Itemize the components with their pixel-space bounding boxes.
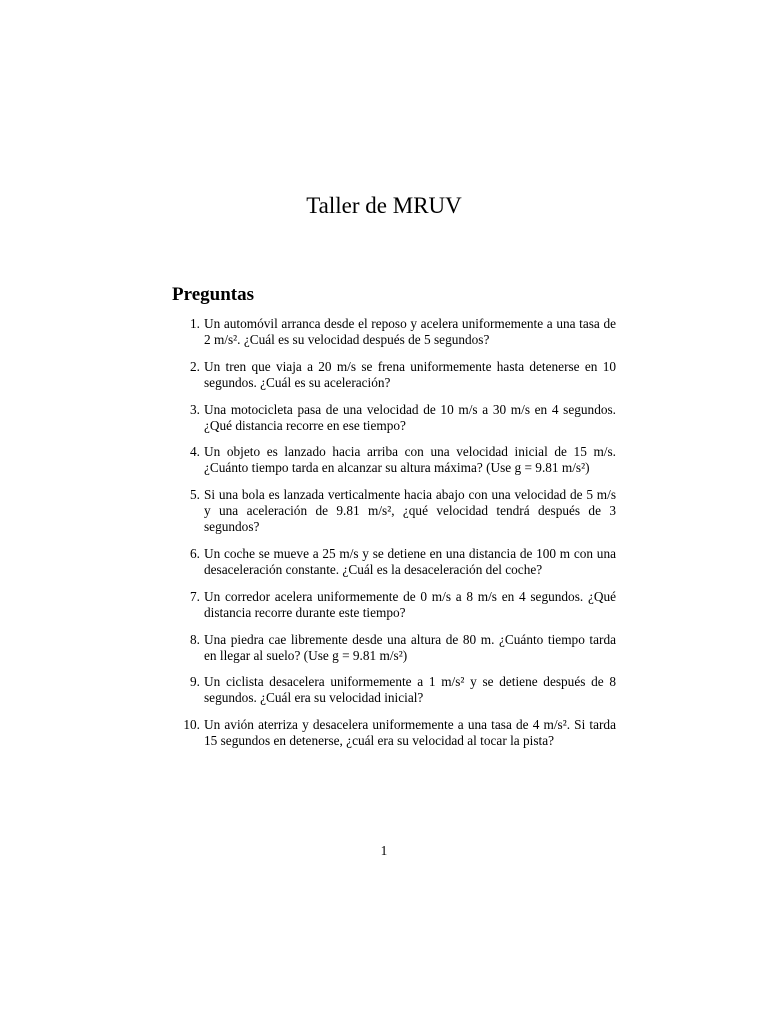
question-text: Un corredor acelera uniformemente de 0 m/s a 8 m/s en 4 segundos. ¿Qué distancia recorre durante este tiempo? xyxy=(204,588,616,620)
question-text: Una piedra cae libremente desde una altura de 80 m. ¿Cuánto tiempo tarda en llegar al suelo? (Use g = 9.81 m/s²) xyxy=(204,631,616,663)
question-item-5 xyxy=(172,487,616,535)
question-number: 4. xyxy=(190,444,200,460)
question-item-2 xyxy=(172,359,616,391)
question-item-9 xyxy=(172,674,616,706)
question-number: 5. xyxy=(190,487,200,503)
question-text: Un automóvil arranca desde el reposo y acelera uniformemente a una tasa de 2 m/s². ¿Cuál es su velocidad después de 5 segundos? xyxy=(204,316,616,347)
question-text: Una motocicleta pasa de una velocidad de 10 m/s a 30 m/s en 4 segundos. ¿Qué distancia recorre en ese tiempo? xyxy=(204,401,616,433)
question-number: 6. xyxy=(190,545,200,561)
question-item-3 xyxy=(172,402,616,434)
question-number: 9. xyxy=(190,674,200,690)
section-heading: Preguntas xyxy=(172,284,254,305)
question-number: 1. xyxy=(190,316,200,331)
question-number: 3. xyxy=(190,401,200,417)
question-item-8 xyxy=(172,632,616,664)
question-item-10 xyxy=(172,717,616,749)
question-number: 10. xyxy=(183,717,200,733)
question-text: Un coche se mueve a 25 m/s y se detiene en una distancia de 100 m con una desaceleración constante. ¿Cuál es la desaceleración del coche? xyxy=(204,545,616,577)
question-item-4 xyxy=(172,444,616,476)
question-item-6 xyxy=(172,546,616,578)
question-text: Si una bola es lanzada verticalmente hacia abajo con una velocidad de 5 m/s y una aceleración de 9.81 m/s², ¿qué velocidad tendrá después de 3 segundos? xyxy=(204,487,616,535)
question-item-7 xyxy=(172,589,616,621)
question-number: 7. xyxy=(190,588,200,604)
page-title: Taller de MRUV xyxy=(306,193,462,218)
question-item-1 xyxy=(172,316,616,348)
question-text: Un avión aterriza y desacelera uniformemente a una tasa de 4 m/s². Si tarda 15 segundos en detenerse, ¿cuál era su velocidad al tocar la pista? xyxy=(204,717,616,749)
question-text: Un objeto es lanzado hacia arriba con una velocidad inicial de 15 m/s. ¿Cuánto tiempo tarda en alcanzar su altura máxima? (Use g = 9.81 m/s²) xyxy=(204,444,616,476)
question-number: 2. xyxy=(190,358,200,374)
question-number: 8. xyxy=(190,631,200,647)
question-list xyxy=(172,316,616,760)
page-number: 1 xyxy=(380,843,388,858)
question-text: Un ciclista desacelera uniformemente a 1 m/s² y se detiene después de 8 segundos. ¿Cuál era su velocidad inicial? xyxy=(204,674,616,706)
question-text: Un tren que viaja a 20 m/s se frena uniformemente hasta detenerse en 10 segundos. ¿Cuál es su aceleración? xyxy=(204,358,616,390)
